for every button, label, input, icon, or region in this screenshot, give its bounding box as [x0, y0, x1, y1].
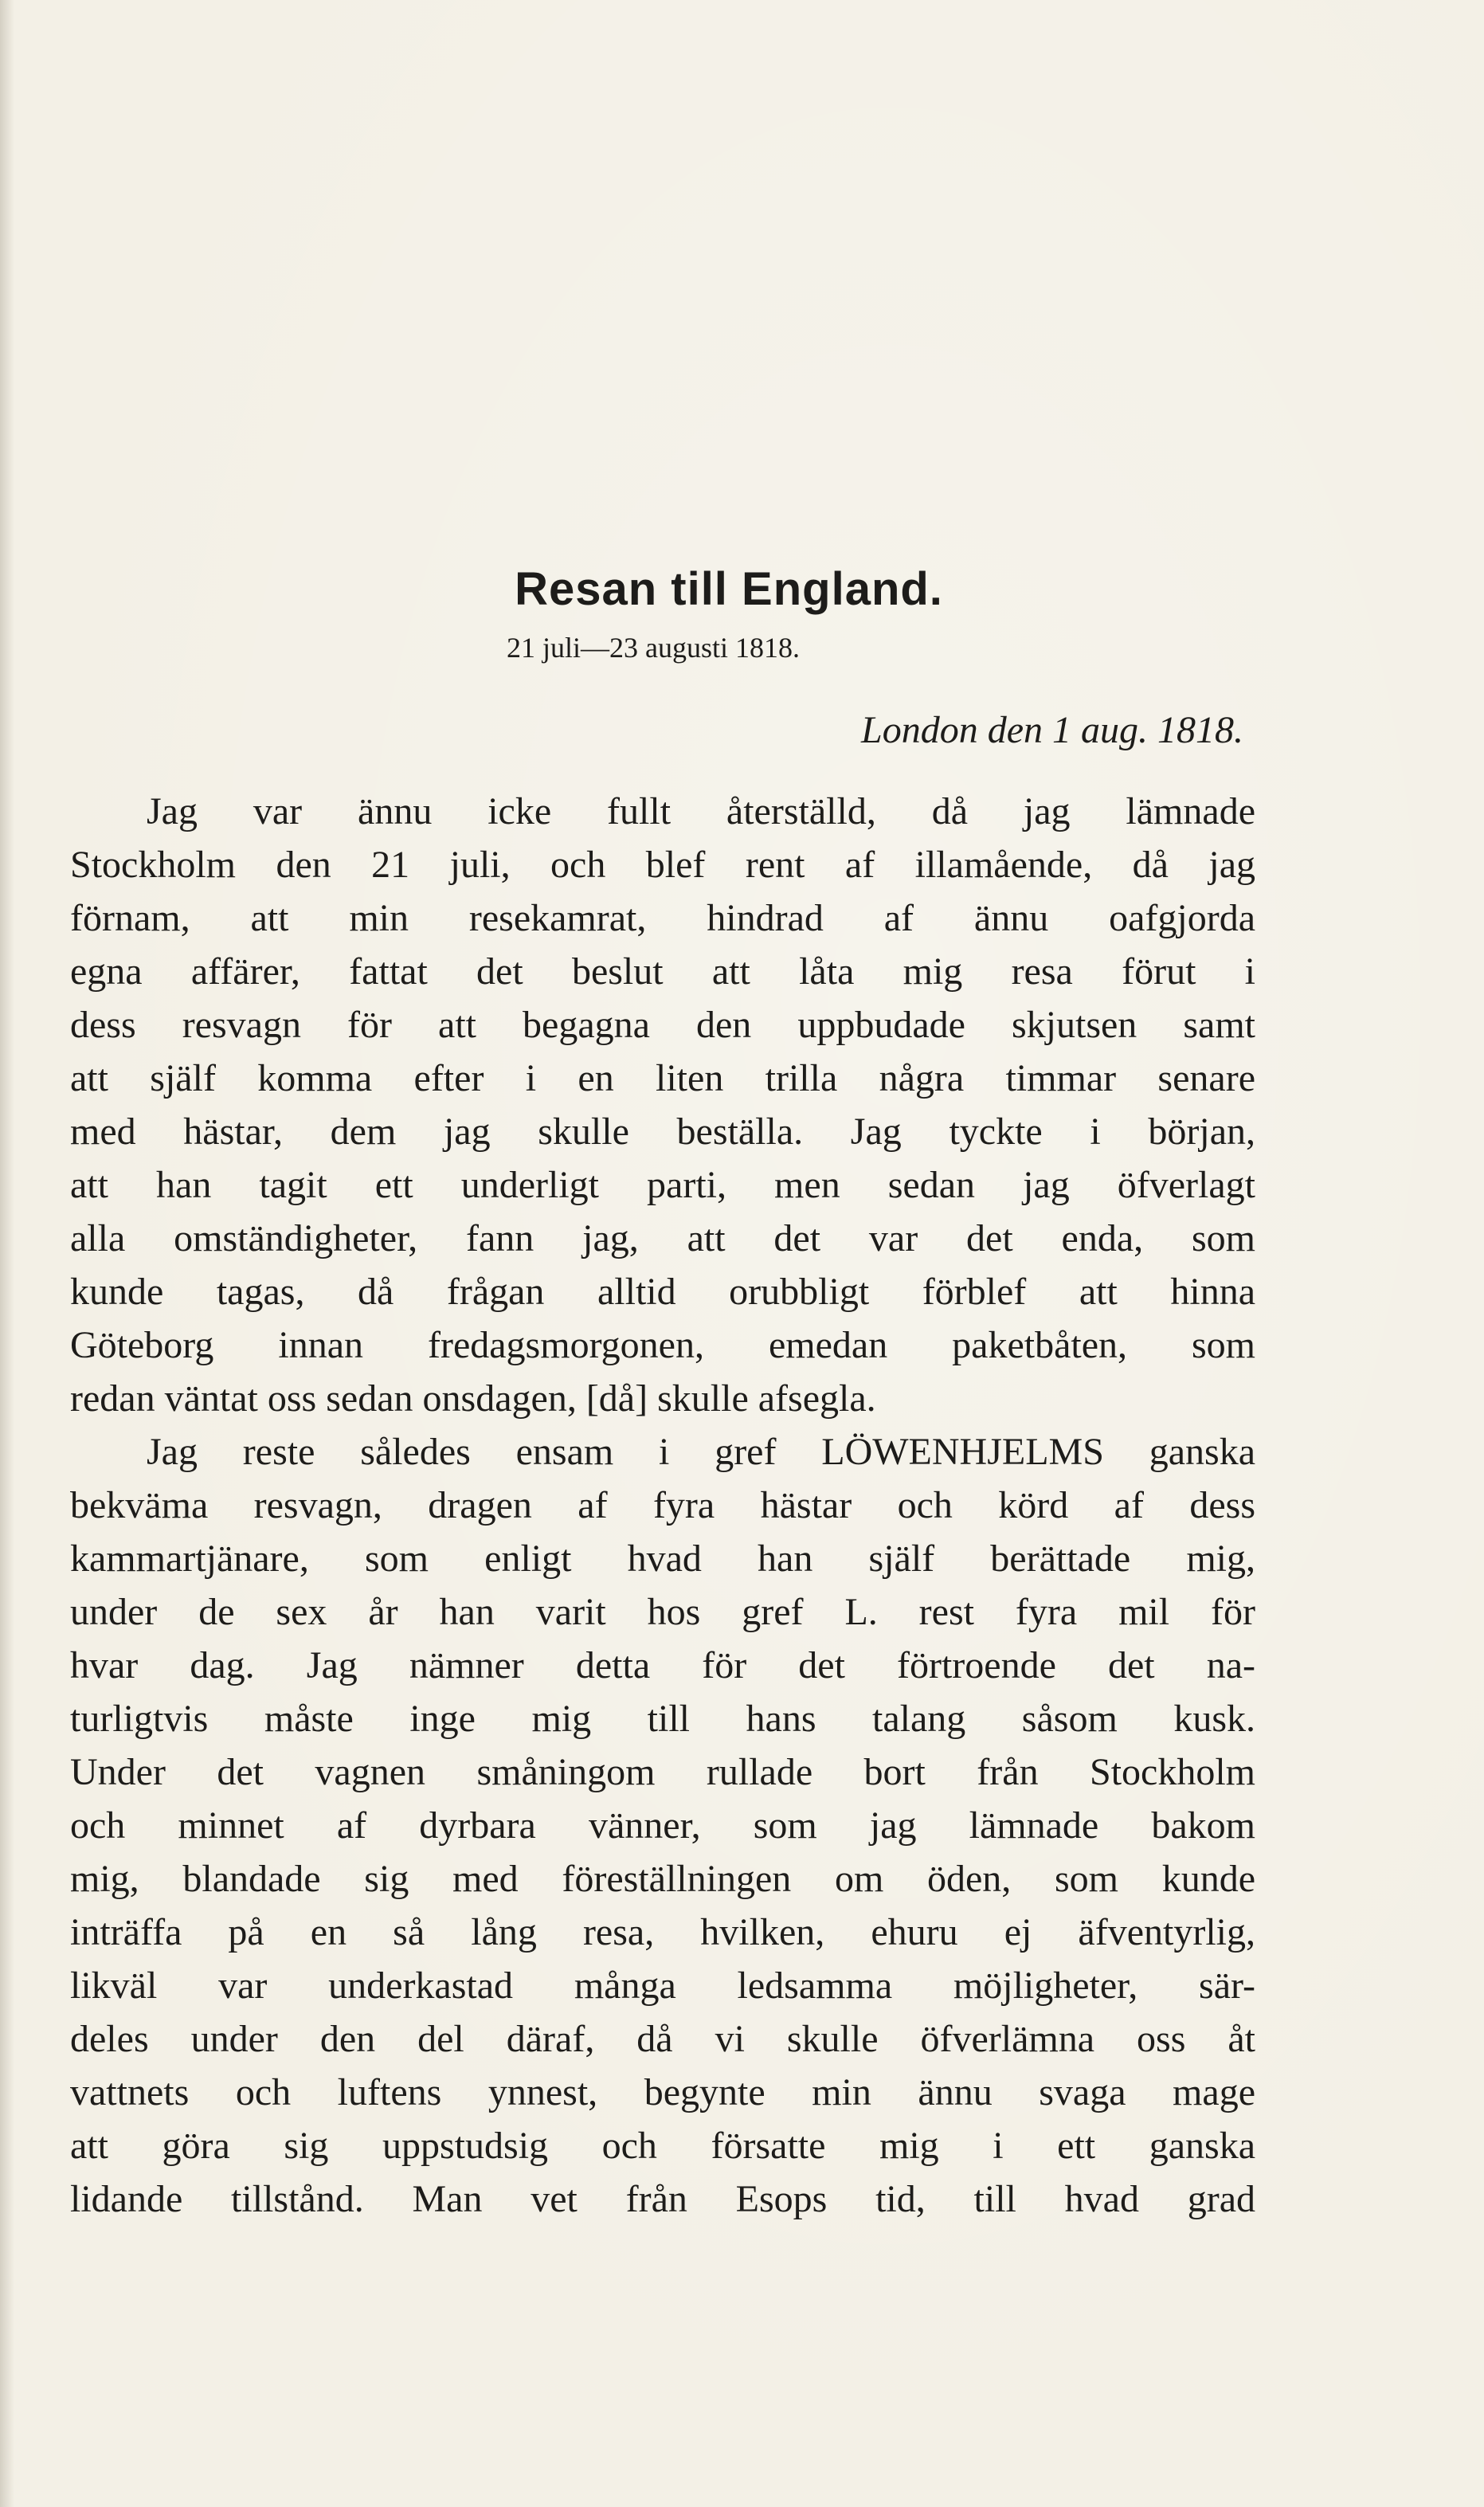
text-line: Jag var ännu icke fullt återställd, då jag lämnade: [147, 790, 1255, 832]
page-edge-shadow: [0, 0, 14, 2507]
text-line: Stockholm den 21 juli, och blef rent af illamående, då jag: [70, 844, 1255, 886]
text-line: med hästar, dem jag skulle beställa. Jag tyckte i början,: [70, 1111, 1255, 1153]
text-line: Under det vagnen småningom rullade bort från Stockholm: [70, 1751, 1255, 1793]
text-line: egna affärer, fattat det beslut att låta mig resa förut i: [70, 950, 1255, 993]
text-line: mig, blandade sig med föreställningen om öden, som kunde: [70, 1858, 1255, 1900]
text-line: hvar dag. Jag nämner detta för det förtroende det na-: [70, 1644, 1255, 1686]
text-line: Jag reste således ensam i gref LÖWENHJELMS ganska: [147, 1431, 1255, 1473]
text-line: att göra sig uppstudsig och försatte mig i ett ganska: [70, 2125, 1255, 2167]
text-line: vattnets och luftens ynnest, begynte min ännu svaga mage: [70, 2071, 1255, 2113]
text-line: likväl var underkastad många ledsamma möjligheter, sär-: [70, 1964, 1255, 2007]
text-line: bekväma resvagn, dragen af fyra hästar och körd af dess: [70, 1484, 1255, 1526]
text-line: alla omständigheter, fann jag, att det var det enda, som: [70, 1217, 1255, 1259]
text-line: turligtvis måste inge mig till hans talang såsom kusk.: [70, 1698, 1255, 1740]
text-line: lidande tillstånd. Man vet från Esops tid, till hvad grad: [70, 2178, 1255, 2220]
text-line: deles under den del däraf, då vi skulle öfverlämna oss åt: [70, 2018, 1255, 2060]
text-line: dess resvagn för att begagna den uppbudade skjutsen samt: [70, 1004, 1255, 1046]
text-line: och minnet af dyrbara vänner, som jag lämnade bakom: [70, 1804, 1255, 1847]
text-line: att han tagit ett underligt parti, men sedan jag öfverlagt: [70, 1164, 1255, 1206]
letter-dateline: London den 1 aug. 1818.: [861, 709, 1243, 751]
text-line: redan väntat oss sedan onsdagen, [då] skulle afsegla.: [70, 1377, 876, 1420]
text-line: inträffa på en så lång resa, hvilken, ehuru ej äfventyrlig,: [70, 1911, 1255, 1953]
text-line: kammartjänare, som enligt hvad han själf berättade mig,: [70, 1537, 1255, 1580]
body-text: [70, 785, 1255, 2226]
chapter-date-range: 21 juli—23 augusti 1818.: [507, 632, 800, 664]
text-line: Göteborg innan fredagsmorgonen, emedan paketbåten, som: [70, 1324, 1255, 1366]
text-line: förnam, att min resekamrat, hindrad af ännu oafgjorda: [70, 897, 1255, 939]
text-line: under de sex år han varit hos gref L. rest fyra mil för: [70, 1591, 1255, 1633]
text-line: att själf komma efter i en liten trilla några timmar senare: [70, 1057, 1255, 1099]
text-line: kunde tagas, då frågan alltid orubbligt förblef att hinna: [70, 1271, 1255, 1313]
chapter-title: Resan till England.: [515, 563, 943, 615]
